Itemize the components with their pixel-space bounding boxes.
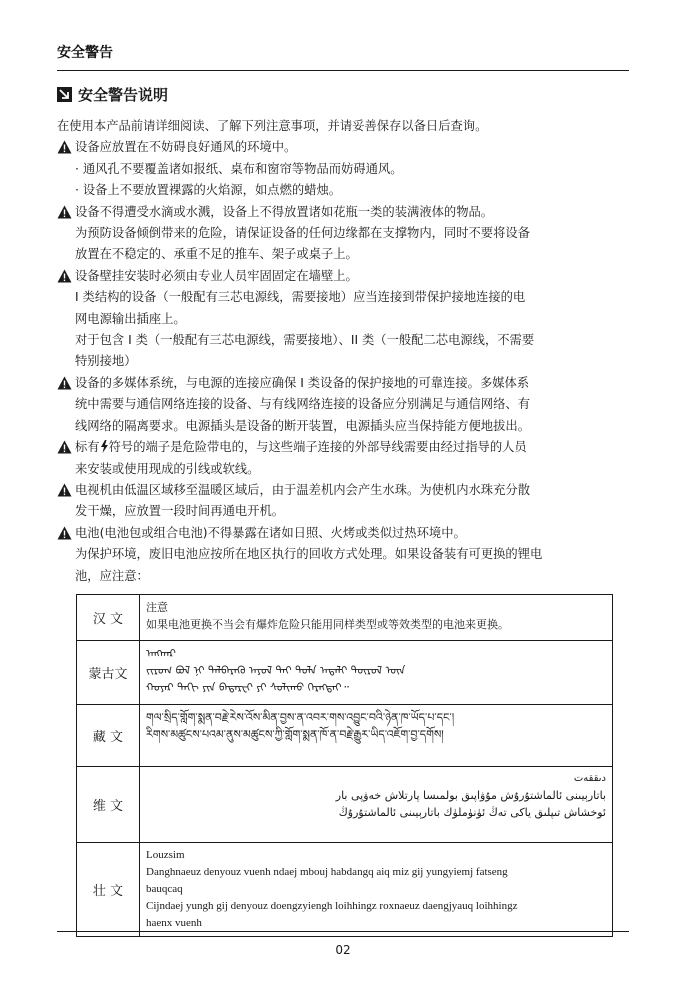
language-label: 壮 文: [77, 843, 140, 937]
notice-body: རིགས་མཚུངས་པའམ་ནུས་མཚུངས་ཀྱི་གློག་སྨན་ཁོ་ན་བརྗེ་རྒྱུར་ཡིད་འཇོག་བྱ་དགོས།: [146, 728, 444, 741]
warning-text: 电视机由低温区域移至温暖区域后，由于温差机内会产生水珠。为使机内水珠充分散: [75, 482, 530, 497]
warning-item: [57, 373, 631, 394]
bullet-item: · 设备上不要放置裸露的火焰源，如点燃的蜡烛。: [75, 183, 342, 198]
notice-heading: 注意: [146, 601, 168, 614]
checkbox-arrow-icon: [57, 87, 72, 102]
warning-text: 符号的端子是危险带电的，与这些端子连接的外部导线需要由经过指导的人员: [108, 440, 527, 455]
language-text: [140, 595, 613, 641]
warning-text: 设备应放置在不妨碍良好通风的环境中。: [75, 140, 297, 155]
notice-body: ᠵᠢᠷᠤᠭ ᠪᠣᠯ ᠨᠢ ᠳᠡᠯᠪᠡᠷᠡᠬᠦ ᠠᠶᠤᠯ ᠲᠠᠢ ᠲᠤᠯᠠ ᠠᠳᠠᠯᠢ ᠲᠦᠷᠦᠯ ᠦᠨ: [146, 664, 406, 677]
warning-detail: 为保护环境，废旧电池应按所在地区执行的回收方式处理。如果设备装有可更换的锂电: [75, 547, 543, 562]
language-label: 蒙古文: [77, 641, 140, 705]
warning-triangle-icon: [57, 205, 72, 219]
notice-body: باتارېيىنى ئالماشتۇرۇش مۇۋاپىق بولمىسا پارتلاش خەۋپى بار: [335, 789, 606, 802]
language-label: 维 文: [77, 767, 140, 843]
warning-detail: 为预防设备倾倒带来的危险，请保证设备的任何边缘都在支撑物内，同时不要将设备: [75, 226, 530, 241]
warning-triangle-icon: [57, 526, 72, 540]
table-row: [77, 641, 613, 705]
warning-text: 设备不得遭受水滴或水溅，设备上不得放置诸如花瓶一类的装满液体的物品。: [75, 204, 494, 219]
language-text: [140, 641, 613, 705]
warning-triangle-icon: [57, 140, 72, 154]
warning-text-prefix: 标有: [75, 440, 100, 455]
notice-body: Danghnaeuz denyouz vuenh ndaej mbouj habdangq aiq miz gij yungyiemj fatseng: [146, 866, 508, 878]
warning-detail: 特别接地）: [75, 354, 137, 369]
title-row: [57, 84, 168, 105]
warning-item: [57, 523, 631, 544]
table-row: [77, 705, 613, 767]
language-label: 汉 文: [77, 595, 140, 641]
section-header: 安全警告: [57, 45, 113, 61]
language-table: [76, 594, 613, 937]
warning-item: [57, 437, 631, 458]
warnings-body: [57, 116, 631, 587]
warning-detail: 池，应注意：: [75, 568, 149, 583]
warning-triangle-icon: [57, 376, 72, 390]
notice-heading: Louzsim: [146, 849, 185, 861]
notice-body: ئوخشاش تىپلىق ياكى تەڭ ئۈنۈملۈك باتارېيىنى ئالماشتۇرۇڭ: [338, 806, 606, 819]
language-text: [140, 705, 613, 767]
language-text: [140, 843, 613, 937]
warning-triangle-icon: [57, 269, 72, 283]
language-text: [140, 767, 613, 843]
warning-detail: 放置在不稳定的、承重不足的推车、架子或桌子上。: [75, 247, 358, 262]
warning-text: 设备的多媒体系统，与电源的连接应确保 I 类设备的保护接地的可靠连接。多媒体系: [75, 375, 530, 390]
notice-body: 如果电池更换不当会有爆炸危险只能用同样类型或等效类型的电池来更换。: [146, 618, 509, 631]
warning-detail: 来安装或使用现成的引线或软线。: [75, 461, 260, 476]
table-row: [77, 767, 613, 843]
page-number: 02: [335, 943, 351, 957]
notice-heading: ᠠᠩᠬᠠᠷ: [146, 647, 176, 660]
intro-text: 在使用本产品前请详细阅读、了解下列注意事项，并请妥善保存以备日后查询。: [57, 119, 488, 133]
warning-item: [57, 137, 631, 158]
notice-body: ᠬᠣᠶᠠᠷ ᠳᠠᠬᠢ ᠶᠢᠨ ᠪᠠᠲᠠᠷᠧᠢ ᠶᠢ ᠰᠣᠯᠢᠬᠤ ᠬᠡᠷᠡᠭᠲᠡᠢ᠃: [146, 681, 349, 694]
table-row: [77, 595, 613, 641]
notice-body: Cijndaej yungh gij denyouz doengzyiengh loihhingz roxnaeuz daengjyauq loihhingz: [146, 900, 518, 912]
notice-body: གལ་སྲིད་གློག་སྨན་བརྗེ་རེས་འོས་མིན་བྱས་ན་འབར་གས་འབྱུང་བའི་ཉེན་ཁ་ཡོད་པ་དང་།: [146, 711, 455, 724]
lightning-bolt-icon: [100, 440, 109, 453]
notice-body: haenx vuenh: [146, 917, 202, 929]
table-row: [77, 843, 613, 937]
bullet-item: · 通风孔不要覆盖诸如报纸、桌布和窗帘等物品而妨碍通风。: [75, 161, 403, 176]
warning-detail: 发干燥，应放置一段时间再通电开机。: [75, 504, 285, 519]
warning-detail: 对于包含 I 类（一般配有三芯电源线，需要接地）、II 类（一般配二芯电源线，不需要: [75, 333, 535, 348]
warning-item: [57, 266, 631, 287]
warning-detail: 网电源输出插座上。: [75, 311, 186, 326]
warning-triangle-icon: [57, 483, 72, 497]
warning-text: 电池(电池包或组合电池)不得暴露在诸如日照、火烤或类似过热环境中。: [75, 525, 466, 540]
footer-divider: [57, 931, 629, 932]
language-label: 藏 文: [77, 705, 140, 767]
page-title: 安全警告说明: [78, 86, 169, 104]
warning-text: 设备壁挂安装时必须由专业人员牢固固定在墙壁上。: [75, 268, 358, 283]
warning-detail: I 类结构的设备（一般配有三芯电源线，需要接地）应当连接到带保护接地连接的电: [75, 290, 526, 305]
warning-detail: 线网络的隔离要求。电源插头是设备的断开装置，电源插头应当保持能方便地拔出。: [75, 418, 530, 433]
notice-heading: دىققەت: [573, 773, 606, 784]
warning-triangle-icon: [57, 440, 72, 454]
notice-body: bauqcaq: [146, 883, 183, 895]
warning-detail: 统中需要与通信网络连接的设备、与有线网络连接的设备应分别满足与通信网络、有: [75, 397, 530, 412]
warning-item: [57, 480, 631, 501]
warning-item: [57, 202, 631, 223]
header-divider: [57, 70, 629, 71]
